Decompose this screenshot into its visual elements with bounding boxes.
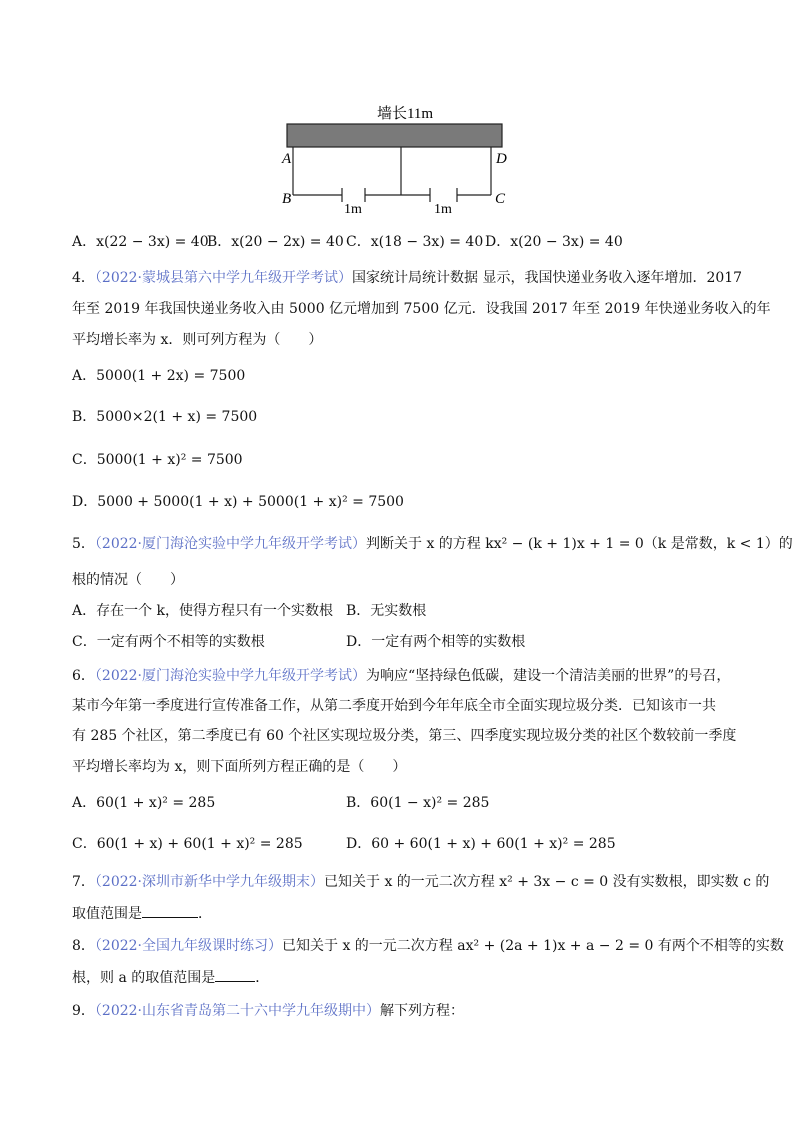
q4-line-1: 4．（2022·蒙城县第六中学九年级开学考试）国家统计局统计数据 显示，我国快递业务收入逐年增加．2017 (72, 270, 743, 286)
question-source: （2022·全国九年级课时练习） (94, 938, 283, 954)
answer-blank[interactable] (142, 903, 198, 918)
question-source: （2022·蒙城县第六中学九年级开学考试） (94, 270, 352, 286)
q7-line-1: 7．（2022·深圳市新华中学九年级期末）已知关于 x 的一元二次方程 x² + 3x − c = 0 没有实数根，即实数 c 的 (72, 874, 770, 890)
q4-option-d: D．5000 + 5000(1 + x) + 5000(1 + x)² = 7500 (72, 494, 404, 510)
q4-line-3: 平均增长率为 x．则可列方程为（ ） (72, 332, 323, 348)
q3-option-c: C．x(18 − 3x) = 40 (346, 234, 484, 250)
question-number: 4． (72, 270, 95, 286)
q3-option-b: B．x(20 − 2x) = 40 (207, 234, 344, 250)
q6-option-c: C．60(1 + x) + 60(1 + x)² = 285 (72, 836, 303, 852)
q4-option-a: A．5000(1 + 2x) = 7500 (72, 368, 246, 384)
question-number: 8． (72, 938, 95, 954)
answer-blank[interactable] (215, 967, 255, 982)
point-b: B (282, 191, 292, 207)
q6-option-a: A．60(1 + x)² = 285 (72, 795, 216, 811)
q5-option-b: B．无实数根 (346, 603, 427, 619)
question-source: （2022·深圳市新华中学九年级期末） (94, 874, 325, 890)
question-number: 6． (72, 668, 95, 684)
question-number: 9． (72, 1003, 95, 1019)
q8-line-1: 8．（2022·全国九年级课时练习）已知关于 x 的一元二次方程 ax² + (2a + 1)x + a − 2 = 0 有两个不相等的实数 (72, 938, 784, 954)
question-source: （2022·厦门海沧实验中学九年级开学考试） (94, 668, 366, 684)
question-source: （2022·厦门海沧实验中学九年级开学考试） (94, 536, 366, 552)
q4-option-c: C．5000(1 + x)² = 7500 (72, 452, 243, 468)
point-c: C (495, 191, 506, 207)
q6-line-2: 某市今年第一季度进行宣传准备工作，从第二季度开始到今年年底全市全面实现垃圾分类．已知该市一共 (72, 698, 716, 714)
q6-option-b: B．60(1 − x)² = 285 (346, 795, 490, 811)
q6-option-d: D．60 + 60(1 + x) + 60(1 + x)² = 285 (346, 836, 616, 852)
q4-option-b: B．5000×2(1 + x) = 7500 (72, 409, 258, 425)
q7-line-2: 取值范围是 ． (72, 899, 212, 929)
gate-label-right: 1m (434, 202, 452, 217)
q5-option-a: A．存在一个 k，使得方程只有一个实数根 (72, 603, 334, 619)
question-source: （2022·山东省青岛第二十六中学九年级期中） (94, 1003, 380, 1019)
q5-line-2: 根的情况（ ） (72, 572, 184, 588)
point-a: A (282, 151, 292, 167)
q5-option-c: C．一定有两个不相等的实数根 (72, 634, 265, 650)
q4-line-2: 年至 2019 年我国快递业务收入由 5000 亿元增加到 7500 亿元．设我国 2017 年至 2019 年快递业务收入的年 (72, 301, 771, 317)
gate-label-left: 1m (344, 202, 362, 217)
q6-line-4: 平均增长率均为 x，则下面所列方程正确的是（ ） (72, 759, 407, 775)
q3-option-a: A．x(22 − 3x) = 40 (72, 234, 209, 250)
q6-line-1: 6．（2022·厦门海沧实验中学九年级开学考试）为响应“坚持绿色低碳，建设一个清洁美丽的世界”的号召， (72, 668, 731, 684)
question-number: 7． (72, 874, 95, 890)
q5-option-d: D．一定有两个相等的实数根 (346, 634, 526, 650)
q5-line-1: 5．（2022·厦门海沧实验中学九年级开学考试）判断关于 x 的方程 kx² − (k + 1)x + 1 = 0（k 是常数，k < 1）的 (72, 536, 793, 552)
wall-label: 墙长11m (376, 106, 434, 122)
q9-line-1: 9．（2022·山东省青岛第二十六中学九年级期中）解下列方程： (72, 1003, 464, 1019)
q8-line-2: 根，则 a 的取值范围是 ． (72, 963, 269, 993)
wall (287, 124, 502, 147)
fence-diagram (270, 95, 530, 220)
question-number: 5． (72, 536, 95, 552)
q6-line-3: 有 285 个社区，第二季度已有 60 个社区实现垃圾分类，第三、四季度实现垃圾分类的社区个数较前一季度 (72, 728, 737, 744)
point-d: D (496, 151, 507, 167)
q3-option-d: D．x(20 − 3x) = 40 (485, 234, 623, 250)
